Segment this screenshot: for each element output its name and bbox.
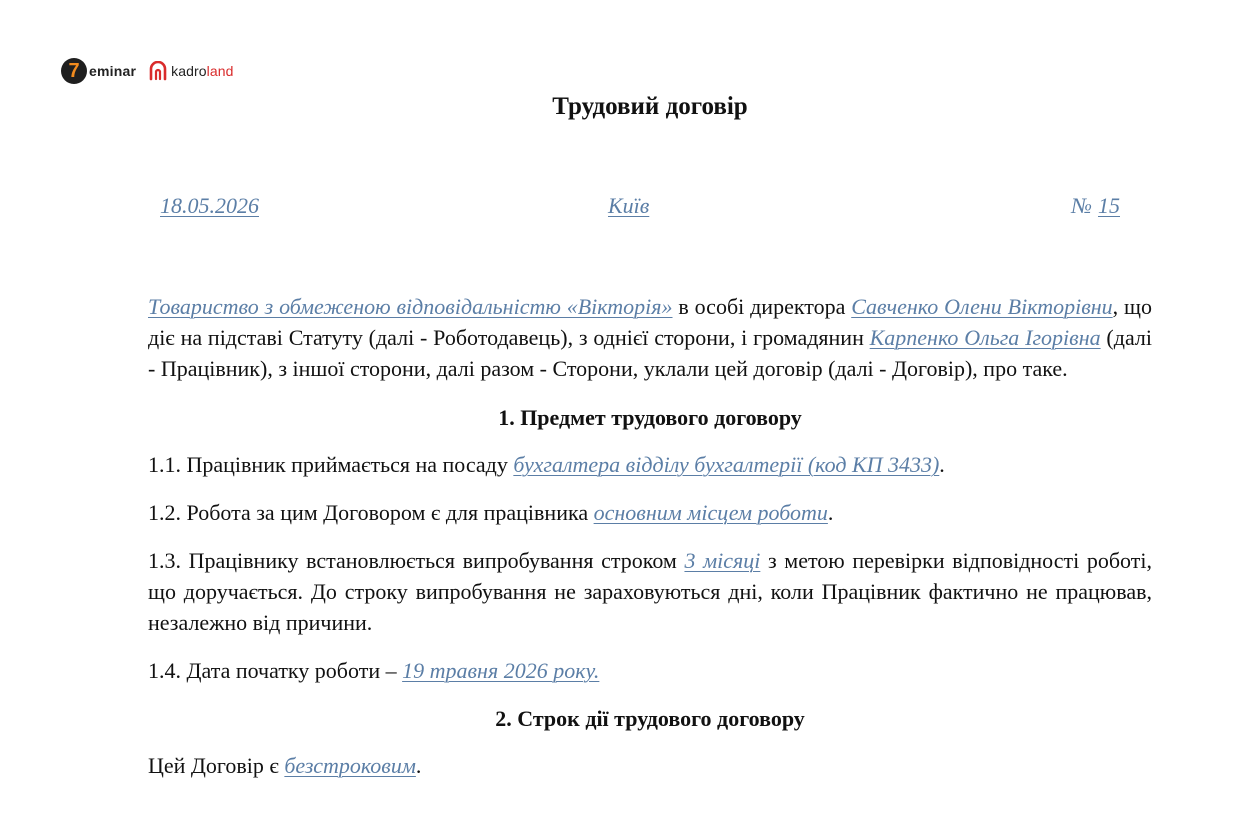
contract-date[interactable]: 18.05.2026	[160, 193, 259, 218]
position-field[interactable]: бухгалтера відділу бухгалтерії (код КП 3433)	[513, 452, 940, 477]
clause-1-1-text: 1.1. Працівник приймається на посаду	[148, 452, 514, 477]
kadroland-logo-text	[171, 63, 233, 79]
intro-text-1: в особі директора	[672, 294, 852, 319]
intro-paragraph	[148, 291, 1152, 384]
seminar-logo-badge: 7	[61, 58, 87, 84]
clause-1-2	[148, 497, 1152, 528]
header-logos	[61, 57, 234, 85]
kadroland-logo-icon	[148, 61, 168, 81]
number-sign: №	[1071, 193, 1092, 218]
document-title: Трудовий договір	[552, 93, 748, 120]
document-body	[148, 291, 1152, 798]
clause-1-1	[148, 449, 1152, 480]
clause-1-3-text: 1.3. Працівнику встановлюється випробування строком	[148, 548, 685, 573]
document-meta	[160, 193, 1120, 225]
clause-1-3	[148, 545, 1152, 638]
director-name-field[interactable]: Савченко Олени Вікторівни	[851, 294, 1113, 319]
contract-term-field[interactable]: безстроковим	[284, 753, 416, 778]
contract-city[interactable]: Київ	[608, 193, 650, 218]
section-2-heading: 2. Строк дії трудового договору	[495, 706, 805, 731]
clause-2-1-end: .	[415, 753, 422, 778]
workplace-type-field[interactable]: основним місцем роботи	[593, 500, 828, 525]
kadroland-logo-suffix: land	[206, 63, 234, 79]
clause-1-3-end: з метою перевірки відповідності роботі, що доручається. До строку випробування не зараховуються дні, коли Працівник фактично не працював, незалежно від причини.	[148, 548, 1152, 635]
kadroland-logo-prefix: kadro	[171, 63, 207, 79]
intro-text-2: , що діє на підставі Статуту (далі - Роботодавець), з однієї сторони, і громадянин	[148, 294, 1152, 350]
section-1-heading: 1. Предмет трудового договору	[498, 405, 802, 430]
start-date-field[interactable]: 19 травня 2026 року.	[402, 658, 600, 683]
probation-period-field[interactable]: 3 місяці	[684, 548, 761, 573]
intro-text-3: (далі - Працівник), з іншої сторони, далі разом - Сторони, уклали цей договір (далі - Договір), про таке.	[148, 325, 1152, 381]
clause-1-4-text: 1.4. Дата початку роботи –	[148, 658, 403, 683]
employer-company-field[interactable]: Товариство з обмеженою відповідальністю «Вікторія»	[148, 294, 673, 319]
seminar-logo-text: eminar	[89, 63, 137, 79]
clause-1-4	[148, 655, 1152, 686]
employee-name-field[interactable]: Карпенко Ольга Ігорівна	[869, 325, 1101, 350]
clause-2-1-text: Цей Договір є	[148, 753, 285, 778]
contract-number	[1071, 193, 1120, 219]
clause-2-1	[148, 750, 1152, 781]
seminar-logo	[61, 58, 136, 84]
contract-number-value[interactable]: 15	[1098, 193, 1120, 218]
clause-1-2-text: 1.2. Робота за цим Договором є для працівника	[148, 500, 594, 525]
kadroland-logo	[148, 61, 233, 81]
clause-1-2-end: .	[827, 500, 834, 525]
clause-1-1-end: .	[939, 452, 945, 477]
